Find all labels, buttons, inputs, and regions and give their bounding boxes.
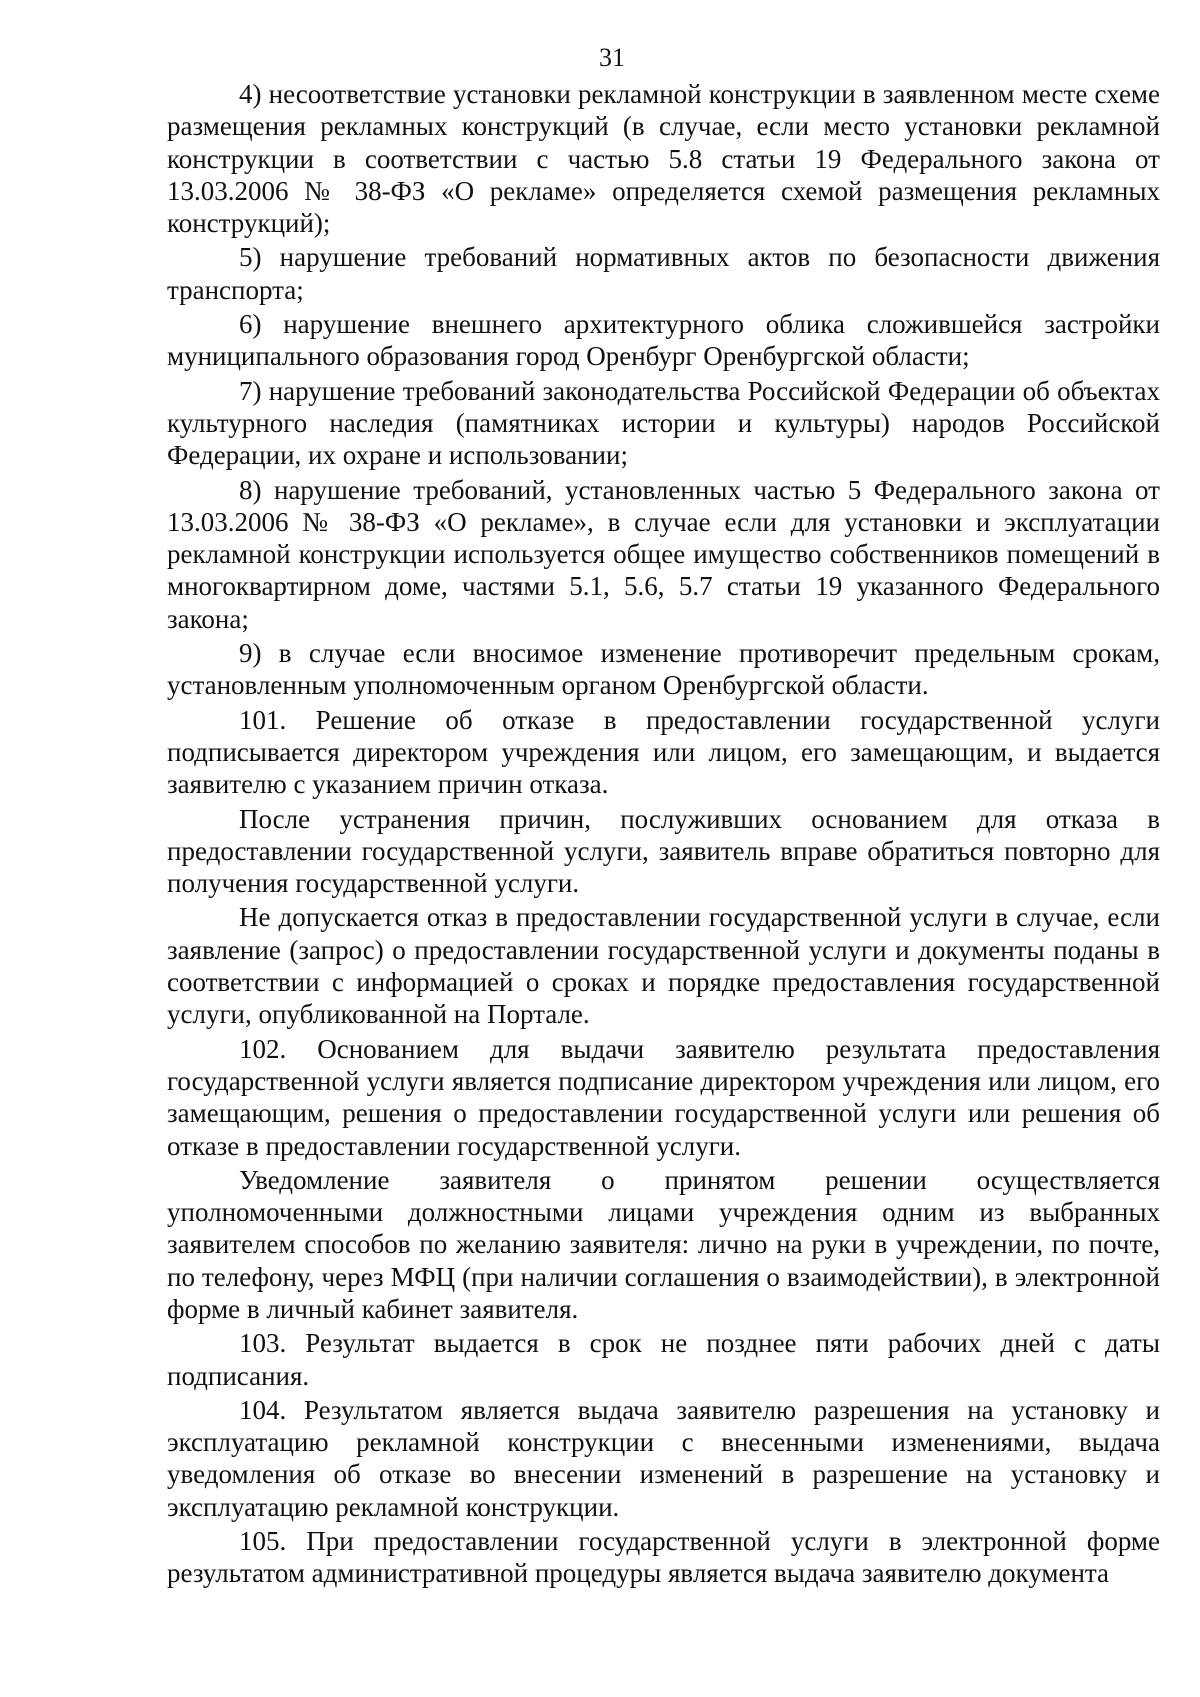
- paragraph-clause-101-reapply: После устранения причин, послуживших основанием для отказа в предоставлении государственной услуги, заявитель вправе обратиться повторно для получения государственной услуги.: [167, 803, 1160, 899]
- paragraph-item-9: 9) в случае если вносимое изменение противоречит предельным срокам, установленным уполномоченным органом Оренбургской области.: [167, 638, 1160, 701]
- paragraph-clause-101-no-refusal: Не допускается отказ в предоставлении государственной услуги в случае, если заявление (запрос) о предоставлении государственной услуги и документы поданы в соответствии с информацией о сроках и порядке предоставления государственной услуги, опубликованной на Портале.: [167, 902, 1160, 1030]
- paragraph-clause-105: 105. При предоставлении государственной услуги в электронной форме результатом административной процедуры является выдача заявителю документа: [167, 1526, 1160, 1589]
- paragraph-clause-102-notification: Уведомление заявителя о принятом решении осуществляется уполномоченными должностными лицами учреждения одним из выбранных заявителем способов по желанию заявителя: лично на руки в учреждении, по почте, по телефону, через МФЦ (при наличии соглашения о взаимодействии), в электронной форме в личный кабинет заявителя.: [167, 1164, 1160, 1324]
- paragraph-item-7: 7) нарушение требований законодательства Российской Федерации об объектах культурного наследия (памятниках истории и культуры) народов Российской Федерации, их охране и использовании;: [167, 375, 1160, 471]
- paragraph-item-4: 4) несоответствие установки рекламной конструкции в заявленном месте схеме размещения рекламных конструкций (в случае, если место установки рекламной конструкции в соответствии с частью 5.8 статьи 19 Федерального закона от 13.03.2006 № 38-ФЗ «О рекламе» определяется схемой размещения рекламных конструкций);: [167, 79, 1160, 239]
- paragraph-item-8: 8) нарушение требований, установленных частью 5 Федерального закона от 13.03.2006 № 38-ФЗ «О рекламе», в случае если для установки и эксплуатации рекламной конструкции используется общее имущество собственников помещений в многоквартирном доме, частями 5.1, 5.6, 5.7 статьи 19 указанного Федерального закона;: [167, 474, 1160, 634]
- paragraph-clause-104: 104. Результатом является выдача заявителю разрешения на установку и эксплуатацию рекламной конструкции с внесенными изменениями, выдача уведомления об отказе во внесении изменений в разрешение на установку и эксплуатацию рекламной конструкции.: [167, 1394, 1160, 1522]
- paragraph-clause-102: 102. Основанием для выдачи заявителю результата предоставления государственной услуги является подписание директором учреждения или лицом, его замещающим, решения о предоставлении государственной услуги или решения об отказе в предоставлении государственной услуги.: [167, 1033, 1160, 1161]
- page-number: 31: [599, 43, 625, 72]
- paragraph-clause-101: 101. Решение об отказе в предоставлении государственной услуги подписывается директором учреждения или лицом, его замещающим, и выдается заявителю с указанием причин отказа.: [167, 704, 1160, 800]
- paragraph-item-5: 5) нарушение требований нормативных актов по безопасности движения транспорта;: [167, 242, 1160, 305]
- paragraph-clause-103: 103. Результат выдается в срок не позднее пяти рабочих дней с даты подписания.: [167, 1328, 1160, 1391]
- paragraph-item-6: 6) нарушение внешнего архитектурного облика сложившейся застройки муниципального образования город Оренбург Оренбургской области;: [167, 309, 1160, 372]
- document-body: [167, 78, 1160, 1592]
